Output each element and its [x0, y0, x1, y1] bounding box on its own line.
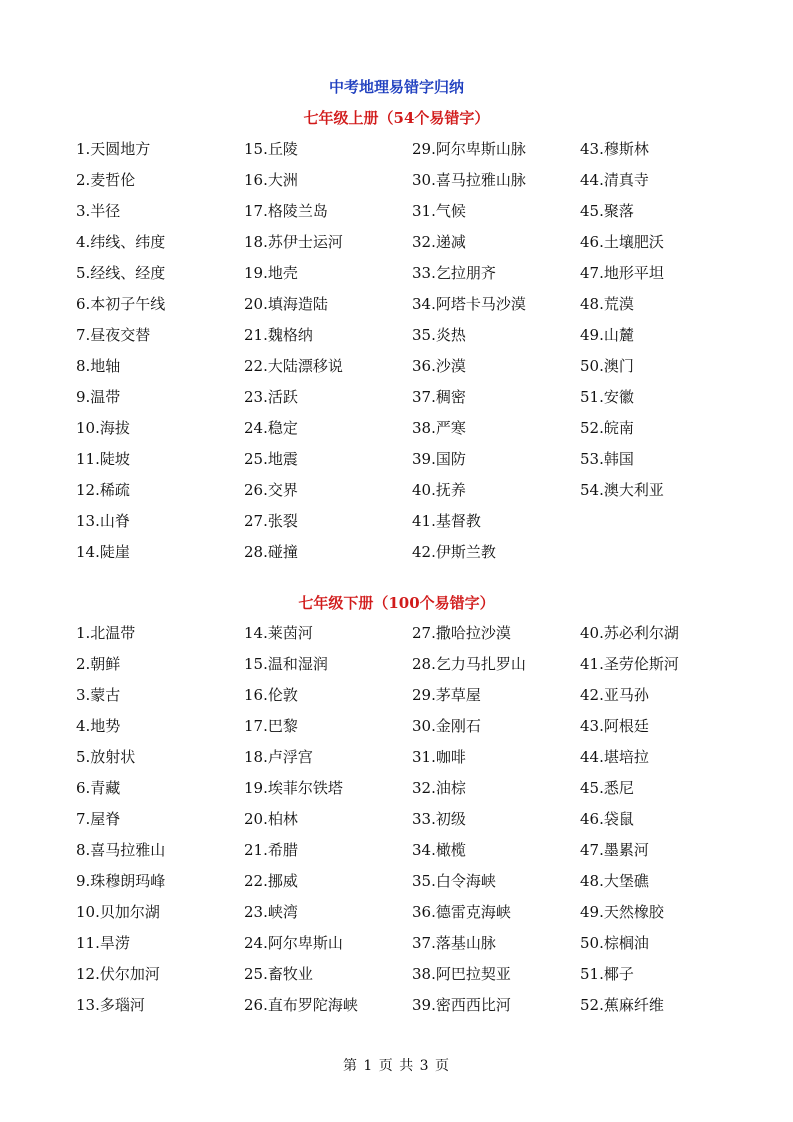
word-item: 34.橄榄: [412, 841, 466, 859]
word-item: 12.伏尔加河: [76, 965, 160, 983]
word-item: 9.珠穆朗玛峰: [76, 872, 166, 890]
word-item: 6.青藏: [76, 779, 121, 797]
word-item: 5.经线、经度: [76, 264, 166, 282]
word-item: 14.莱茵河: [244, 624, 313, 642]
word-item: 30.喜马拉雅山脉: [412, 171, 526, 189]
word-item: 5.放射状: [76, 748, 136, 766]
word-item: 38.阿巴拉契亚: [412, 965, 511, 983]
word-item: 13.多瑙河: [76, 996, 145, 1014]
word-item: 28.乞力马扎罗山: [412, 655, 526, 673]
word-item: 39.密西西比河: [412, 996, 511, 1014]
word-item: 29.阿尔卑斯山脉: [412, 140, 526, 158]
word-item: 9.温带: [76, 388, 121, 406]
word-item: 2.朝鲜: [76, 655, 121, 673]
word-item: 33.乞拉朋齐: [412, 264, 496, 282]
word-item: 27.张裂: [244, 512, 298, 530]
word-item: 41.圣劳伦斯河: [580, 655, 679, 673]
word-item: 41.基督教: [412, 512, 481, 530]
word-item: 32.递减: [412, 233, 466, 251]
word-item: 7.屋脊: [76, 810, 121, 828]
word-item: 36.德雷克海峡: [412, 903, 511, 921]
word-item: 36.沙漠: [412, 357, 466, 375]
page-title: 中考地理易错字归纳: [328, 78, 464, 96]
word-item: 39.国防: [412, 450, 466, 468]
word-item: 35.炎热: [412, 326, 466, 344]
word-item: 3.蒙古: [76, 686, 121, 704]
word-item: 12.稀疏: [76, 481, 130, 499]
word-item: 14.陡崖: [76, 543, 130, 561]
word-item: 49.山麓: [580, 326, 634, 344]
word-item: 20.柏林: [244, 810, 298, 828]
word-item: 20.填海造陆: [244, 295, 328, 313]
word-item: 46.袋鼠: [580, 810, 634, 828]
section-heading-upper: 七年级上册（54个易错字）: [303, 109, 490, 127]
word-item: 28.碰撞: [244, 543, 298, 561]
page-footer: 第 1 页 共 3 页: [342, 1058, 451, 1074]
word-item: 15.温和湿润: [244, 655, 328, 673]
word-item: 24.稳定: [244, 419, 298, 437]
word-item: 44.清真寺: [580, 171, 649, 189]
word-item: 25.畜牧业: [244, 965, 313, 983]
word-item: 44.堪培拉: [580, 748, 649, 766]
word-item: 23.峡湾: [244, 903, 298, 921]
word-column: [244, 137, 412, 571]
word-item: 3.半径: [76, 202, 121, 220]
word-item: 7.昼夜交替: [76, 326, 151, 344]
word-item: 37.落基山脉: [412, 934, 496, 952]
word-item: 2.麦哲伦: [76, 171, 136, 189]
word-item: 16.大洲: [244, 171, 298, 189]
word-item: 18.苏伊士运河: [244, 233, 343, 251]
word-item: 42.亚马孙: [580, 686, 649, 704]
word-item: 23.活跃: [244, 388, 298, 406]
word-column: [244, 621, 412, 1024]
word-item: 53.韩国: [580, 450, 634, 468]
word-item: 21.魏格纳: [244, 326, 313, 344]
word-item: 6.本初子午线: [76, 295, 166, 313]
word-item: 33.初级: [412, 810, 466, 828]
word-item: 19.地壳: [244, 264, 298, 282]
word-item: 48.大堡礁: [580, 872, 649, 890]
word-item: 25.地震: [244, 450, 298, 468]
word-item: 15.丘陵: [244, 140, 298, 158]
word-item: 27.撒哈拉沙漠: [412, 624, 511, 642]
word-column: [412, 621, 580, 1024]
word-item: 38.严寒: [412, 419, 466, 437]
word-item: 1.天圆地方: [76, 140, 151, 158]
word-item: 54.澳大利亚: [580, 481, 664, 499]
word-item: 40.抚养: [412, 481, 466, 499]
word-item: 35.白令海峡: [412, 872, 496, 890]
word-item: 11.旱涝: [76, 934, 130, 952]
word-item: 1.北温带: [76, 624, 136, 642]
word-item: 42.伊斯兰教: [412, 543, 496, 561]
word-grid-upper: [76, 137, 720, 571]
word-column: [412, 137, 580, 571]
word-item: 34.阿塔卡马沙漠: [412, 295, 526, 313]
word-item: 10.海拔: [76, 419, 130, 437]
word-item: 46.土壤肥沃: [580, 233, 664, 251]
word-item: 22.挪威: [244, 872, 298, 890]
word-item: 26.直布罗陀海峡: [244, 996, 358, 1014]
word-item: 49.天然橡胶: [580, 903, 664, 921]
word-column: [580, 137, 720, 571]
word-item: 29.茅草屋: [412, 686, 481, 704]
word-item: 31.气候: [412, 202, 466, 220]
word-column: [580, 621, 720, 1024]
word-item: 22.大陆漂移说: [244, 357, 343, 375]
word-item: 10.贝加尔湖: [76, 903, 160, 921]
word-item: 47.地形平坦: [580, 264, 664, 282]
word-item: 8.喜马拉雅山: [76, 841, 166, 859]
word-item: 52.蕉麻纤维: [580, 996, 664, 1014]
word-item: 24.阿尔卑斯山: [244, 934, 343, 952]
word-item: 26.交界: [244, 481, 298, 499]
word-item: 45.悉尼: [580, 779, 634, 797]
word-column: [76, 137, 244, 571]
word-item: 37.稠密: [412, 388, 466, 406]
word-item: 45.聚落: [580, 202, 634, 220]
word-item: 40.苏必利尔湖: [580, 624, 679, 642]
word-item: 50.棕榈油: [580, 934, 649, 952]
word-item: 31.咖啡: [412, 748, 466, 766]
word-item: 16.伦敦: [244, 686, 298, 704]
word-item: 52.皖南: [580, 419, 634, 437]
word-item: 13.山脊: [76, 512, 130, 530]
word-item: 17.巴黎: [244, 717, 298, 735]
word-item: 19.埃菲尔铁塔: [244, 779, 343, 797]
word-item: 4.地势: [76, 717, 121, 735]
word-column: [76, 621, 244, 1024]
word-item: 47.墨累河: [580, 841, 649, 859]
word-item: 43.穆斯林: [580, 140, 649, 158]
section-heading-lower: 七年级下册（100个易错字）: [298, 594, 495, 612]
word-item: 30.金刚石: [412, 717, 481, 735]
word-item: 48.荒漠: [580, 295, 634, 313]
word-item: 4.纬线、纬度: [76, 233, 166, 251]
word-item: 11.陡坡: [76, 450, 130, 468]
word-grid-lower: [76, 621, 720, 1024]
word-item: 43.阿根廷: [580, 717, 649, 735]
word-item: 18.卢浮宫: [244, 748, 313, 766]
word-item: 21.希腊: [244, 841, 298, 859]
word-item: 17.格陵兰岛: [244, 202, 328, 220]
word-item: 51.安徽: [580, 388, 634, 406]
word-item: 8.地轴: [76, 357, 121, 375]
word-item: 32.油棕: [412, 779, 466, 797]
word-item: 51.椰子: [580, 965, 634, 983]
word-item: 50.澳门: [580, 357, 634, 375]
